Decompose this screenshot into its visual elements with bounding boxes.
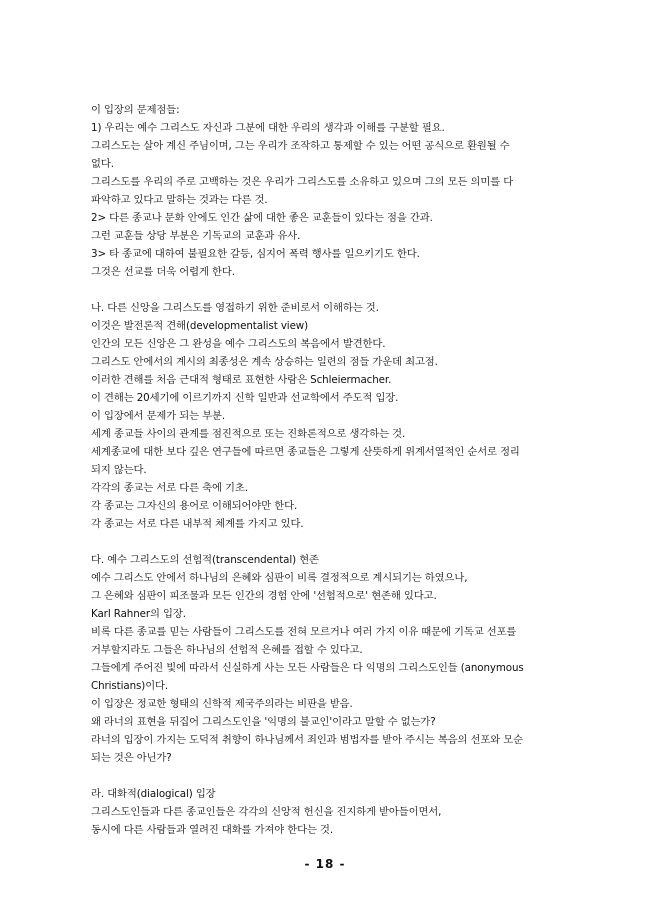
text-line: 그리스도는 살아 계신 주님이며, 그는 우리가 조작하고 통제할 수 있는 어떤 공식으로 환원될 수	[91, 140, 510, 152]
text-line: 그 은혜와 심판이 피조물과 모든 인간의 경험 안에 '선험적으로' 현존해 있다고.	[91, 590, 437, 602]
text-line: 이 입장에서 문제가 되는 부분.	[91, 410, 226, 422]
text-line: 각각의 종교는 서로 다른 축에 기초.	[91, 482, 248, 494]
text-line: 파악하고 있다고 말하는 것과는 다른 것.	[91, 194, 268, 206]
text-line: 거부할지라도 그들은 하나님의 선험적 은혜를 접할 수 있다고.	[91, 644, 363, 656]
text-line: 그리스도 안에서의 계시의 최종성은 계속 상승하는 일련의 점들 가운데 최고점.	[91, 356, 438, 368]
text-line: Karl Rahner의 입장.	[91, 608, 186, 620]
text-line: 각 종교는 그자신의 용어로 이해되어야만 한다.	[91, 500, 298, 512]
document-section	[91, 299, 561, 533]
document-section	[91, 551, 561, 767]
text-line: 이 견해는 20세기에 이르기까지 신학 일반과 선교학에서 주도적 입장.	[91, 392, 399, 404]
text-line: 비록 다른 종교를 믿는 사람들이 그리스도를 전혀 모르거나 여러 가지 이유 때문에 기독교 선포를	[91, 626, 517, 638]
text-line: 그리스도인들과 다른 종교인들은 각각의 신앙적 헌신을 진지하게 받아들이면서,	[91, 806, 442, 818]
text-line: 세계종교에 대한 보다 깊은 연구들에 따르면 종교들은 그렇게 산뜻하게 위계서열적인 순서로 정리	[91, 446, 520, 458]
text-line: 1) 우리는 예수 그리스도 자신과 그분에 대한 우리의 생각과 이해를 구분할 필요.	[91, 122, 445, 134]
section-line-first: 라. 대화적(dialogical) 입장	[91, 788, 216, 800]
text-line: 그리스도를 우리의 주로 고백하는 것은 우리가 그리스도를 소유하고 있으며 그의 모든 의미를 다	[91, 176, 514, 188]
document-body	[91, 101, 561, 839]
text-line: 3> 타 종교에 대하여 불필요한 갈등, 심지어 폭력 행사를 일으키기도 한다.	[91, 248, 420, 260]
text-line: 2> 다른 종교나 문화 안에도 인간 삶에 대한 좋은 교훈들이 있다는 점을 간과.	[91, 212, 433, 224]
section-line-first: 나. 다른 신앙을 그리스도를 영접하기 위한 준비로서 이해하는 것.	[91, 302, 379, 314]
section-line-first: 다. 예수 그리스도의 선험적(transcendental) 현존	[91, 554, 319, 566]
text-line: 그것은 선교를 더욱 어렵게 한다.	[91, 266, 235, 278]
section-line-first: 이 입장의 문제점들:	[91, 104, 180, 116]
text-line: 왜 라너의 표현을 뒤집어 그리스도인을 '익명의 불교인'이라고 말할 수 없는가?	[91, 716, 436, 728]
page-number: - 18 -	[304, 857, 346, 871]
text-line: 세계 종교들 사이의 관계를 점진적으로 또는 진화론적으로 생각하는 것.	[91, 428, 406, 440]
text-line: 동시에 다른 사람들과 열려진 대화를 가져야 한다는 것.	[91, 824, 334, 836]
document-section	[91, 101, 561, 281]
text-line: Christians)이다.	[91, 680, 169, 692]
text-line: 되는 것은 아닌가?	[91, 752, 172, 764]
text-line: 그런 교훈들 상당 부분은 기독교의 교훈과 유사.	[91, 230, 301, 242]
section-gap	[91, 281, 561, 299]
text-line: 이 입장은 정교한 형태의 신학적 제국주의라는 비판을 받음.	[91, 698, 353, 710]
section-gap	[91, 767, 561, 785]
text-line: 라너의 입장이 가지는 도덕적 취향이 하나님께서 죄인과 범법자를 받아 주시는 복음의 선포와 모순	[91, 734, 523, 746]
text-line: 인간의 모든 신앙은 그 완성을 예수 그리스도의 복음에서 발견한다.	[91, 338, 386, 350]
text-line: 예수 그리스도 안에서 하나님의 은혜와 심판이 비록 결정적으로 계시되기는 하였으나,	[91, 572, 468, 584]
text-line: 각 종교는 서로 다른 내부적 체계를 가지고 있다.	[91, 518, 304, 530]
text-line: 이러한 견해를 처음 근대적 형태로 표현한 사람은 Schleiermacher.	[91, 374, 392, 386]
section-gap	[91, 533, 561, 551]
text-line: 그들에게 주어진 빛에 따라서 신실하게 사는 모든 사람들은 다 익명의 그리스도인들 (anonymous	[91, 662, 524, 674]
text-line: 이것은 발전론적 견해(developmentalist view)	[91, 320, 309, 332]
document-section	[91, 785, 561, 839]
text-line: 없다.	[91, 158, 114, 170]
text-line: 되지 않는다.	[91, 464, 147, 476]
